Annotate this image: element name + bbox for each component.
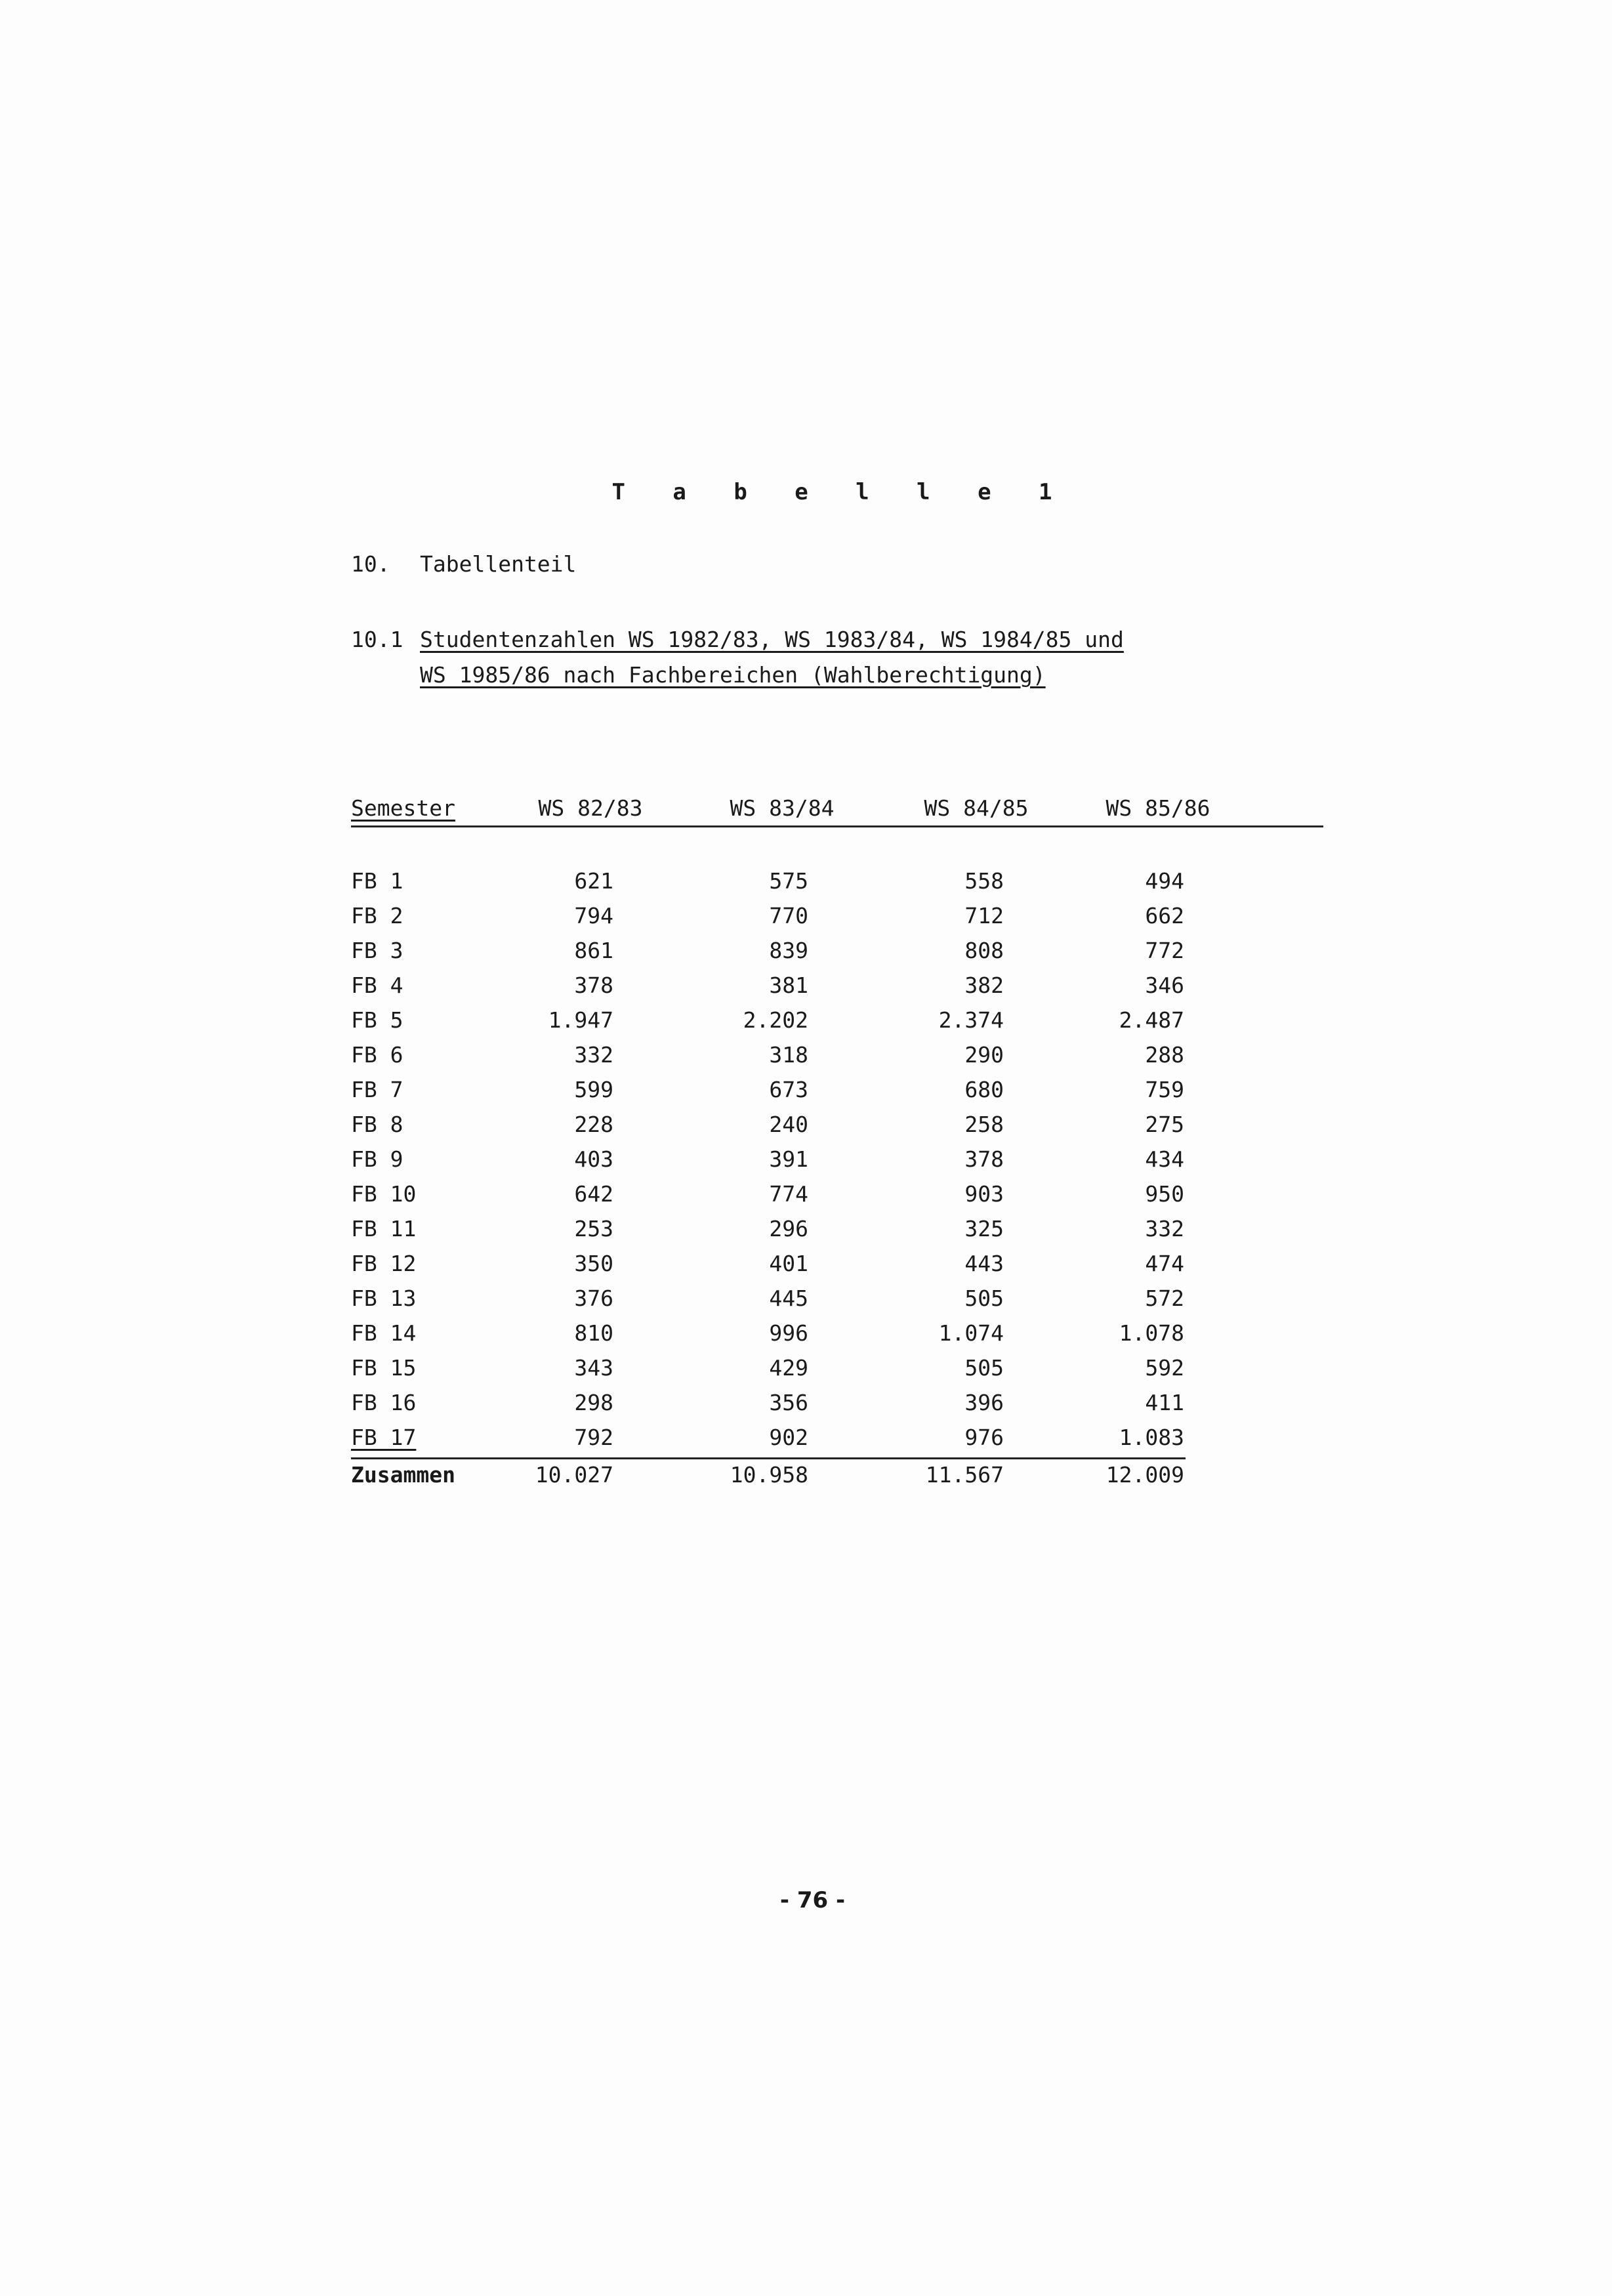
table-cell: 401 — [769, 1251, 808, 1276]
header-ws-82-83: WS 82/83 — [538, 795, 643, 821]
table-cell: 346 — [1145, 972, 1184, 998]
table-cell: 288 — [1145, 1042, 1184, 1068]
row-label: FB 5 — [351, 1007, 403, 1033]
table-cell: 642 — [574, 1181, 613, 1207]
table-cell: 411 — [1145, 1390, 1184, 1415]
header-semester: Semester — [351, 795, 455, 821]
table-cell: 298 — [574, 1390, 613, 1415]
table-cell: 325 — [964, 1216, 1004, 1242]
table-row — [351, 1077, 1323, 1112]
row-label: FB 16 — [351, 1390, 417, 1415]
table-row — [351, 972, 1323, 1007]
table-row — [351, 1007, 1323, 1042]
table-cell: 391 — [769, 1146, 808, 1172]
table-cell: 343 — [574, 1355, 613, 1381]
table-cell: 332 — [1145, 1216, 1184, 1242]
table-row — [351, 1181, 1323, 1216]
total-cell: 10.958 — [730, 1462, 808, 1488]
table-cell: 592 — [1145, 1355, 1184, 1381]
table-row — [351, 1146, 1323, 1181]
table-cell: 2.487 — [1119, 1007, 1184, 1033]
table-cell: 861 — [574, 938, 613, 963]
table-cell: 792 — [574, 1425, 613, 1450]
row-label: FB 17 — [351, 1425, 417, 1450]
subsection-heading — [351, 622, 1207, 693]
table-row — [351, 938, 1323, 972]
table-cell: 2.202 — [743, 1007, 808, 1033]
table-row — [351, 1285, 1323, 1320]
table-cell: 712 — [964, 903, 1004, 929]
table-cell: 759 — [1145, 1077, 1184, 1102]
table-cell: 350 — [574, 1251, 613, 1276]
table-cell: 673 — [769, 1077, 808, 1102]
table-cell: 258 — [964, 1112, 1004, 1137]
section-label: Tabellenteil — [420, 551, 577, 577]
table-cell: 902 — [769, 1425, 808, 1450]
table-cell: 403 — [574, 1146, 613, 1172]
table-cell: 240 — [769, 1112, 808, 1137]
table-row — [351, 903, 1323, 938]
row-label: FB 10 — [351, 1181, 417, 1207]
total-row — [351, 1462, 1323, 1497]
table-cell: 839 — [769, 938, 808, 963]
row-label: FB 11 — [351, 1216, 417, 1242]
row-label: FB 13 — [351, 1285, 417, 1311]
table-header — [351, 795, 1323, 827]
table-cell: 275 — [1145, 1112, 1184, 1137]
table-cell: 434 — [1145, 1146, 1184, 1172]
section-heading — [351, 551, 576, 577]
total-cell: 10.027 — [535, 1462, 613, 1488]
table-cell: 381 — [769, 972, 808, 998]
table-cell: 1.078 — [1119, 1320, 1184, 1346]
row-label: FB 3 — [351, 938, 403, 963]
table-cell: 505 — [964, 1285, 1004, 1311]
table-row — [351, 1112, 1323, 1146]
table-cell: 976 — [964, 1425, 1004, 1450]
table-cell: 810 — [574, 1320, 613, 1346]
row-label: FB 9 — [351, 1146, 403, 1172]
table-cell: 318 — [769, 1042, 808, 1068]
table-cell: 296 — [769, 1216, 808, 1242]
table-cell: 378 — [574, 972, 613, 998]
table-cell: 558 — [964, 868, 1004, 894]
table-row — [351, 1425, 1186, 1459]
table-cell: 378 — [964, 1146, 1004, 1172]
table-cell: 572 — [1145, 1285, 1184, 1311]
subsection-title-line-2: WS 1985/86 nach Fachbereichen (Wahlberechtigung) — [420, 662, 1046, 688]
table-cell: 332 — [574, 1042, 613, 1068]
section-number: 10. — [351, 551, 390, 577]
table-cell: 494 — [1145, 868, 1184, 894]
row-label: FB 8 — [351, 1112, 403, 1137]
table-row — [351, 1390, 1323, 1425]
table-row — [351, 1251, 1323, 1285]
row-label: FB 7 — [351, 1077, 403, 1102]
row-label: FB 14 — [351, 1320, 417, 1346]
table-cell: 443 — [964, 1251, 1004, 1276]
row-label: FB 1 — [351, 868, 403, 894]
table-cell: 290 — [964, 1042, 1004, 1068]
table-cell: 1.083 — [1119, 1425, 1184, 1450]
table-cell: 2.374 — [938, 1007, 1004, 1033]
table-cell: 662 — [1145, 903, 1184, 929]
student-numbers-table — [351, 795, 1323, 1497]
row-label: FB 4 — [351, 972, 403, 998]
table-cell: 774 — [769, 1181, 808, 1207]
table-cell: 429 — [769, 1355, 808, 1381]
table-row — [351, 868, 1323, 903]
table-cell: 599 — [574, 1077, 613, 1102]
subsection-number: 10.1 — [351, 627, 403, 652]
row-label: FB 12 — [351, 1251, 417, 1276]
table-cell: 575 — [769, 868, 808, 894]
table-cell: 770 — [769, 903, 808, 929]
table-row — [351, 1042, 1323, 1077]
table-cell: 1.947 — [548, 1007, 613, 1033]
table-cell: 445 — [769, 1285, 808, 1311]
table-cell: 253 — [574, 1216, 613, 1242]
table-body — [351, 868, 1323, 1497]
table-cell: 1.074 — [938, 1320, 1004, 1346]
total-cell: 11.567 — [925, 1462, 1004, 1488]
total-label: Zusammen — [351, 1462, 455, 1488]
table-title: T a b e l l e 1 — [611, 479, 1069, 505]
row-label: FB 2 — [351, 903, 403, 929]
page-number: - 76 - — [779, 1887, 846, 1913]
table-cell: 903 — [964, 1181, 1004, 1207]
total-cell: 12.009 — [1106, 1462, 1184, 1488]
row-label: FB 6 — [351, 1042, 403, 1068]
row-label: FB 15 — [351, 1355, 417, 1381]
table-cell: 382 — [964, 972, 1004, 998]
table-cell: 356 — [769, 1390, 808, 1415]
table-cell: 228 — [574, 1112, 613, 1137]
table-cell: 772 — [1145, 938, 1184, 963]
header-ws-83-84: WS 83/84 — [730, 795, 835, 821]
table-cell: 474 — [1145, 1251, 1184, 1276]
header-ws-85-86: WS 85/86 — [1106, 795, 1210, 821]
table-cell: 950 — [1145, 1181, 1184, 1207]
subsection-title — [420, 622, 1207, 693]
header-ws-84-85: WS 84/85 — [924, 795, 1029, 821]
subsection-title-line-1: Studentenzahlen WS 1982/83, WS 1983/84, WS 1984/85 und — [420, 627, 1124, 652]
table-cell: 396 — [964, 1390, 1004, 1415]
table-row — [351, 1355, 1323, 1390]
table-cell: 794 — [574, 903, 613, 929]
table-cell: 376 — [574, 1285, 613, 1311]
table-cell: 621 — [574, 868, 613, 894]
table-row — [351, 1320, 1323, 1355]
table-cell: 808 — [964, 938, 1004, 963]
table-cell: 996 — [769, 1320, 808, 1346]
table-cell: 680 — [964, 1077, 1004, 1102]
table-cell: 505 — [964, 1355, 1004, 1381]
table-row — [351, 1216, 1323, 1251]
